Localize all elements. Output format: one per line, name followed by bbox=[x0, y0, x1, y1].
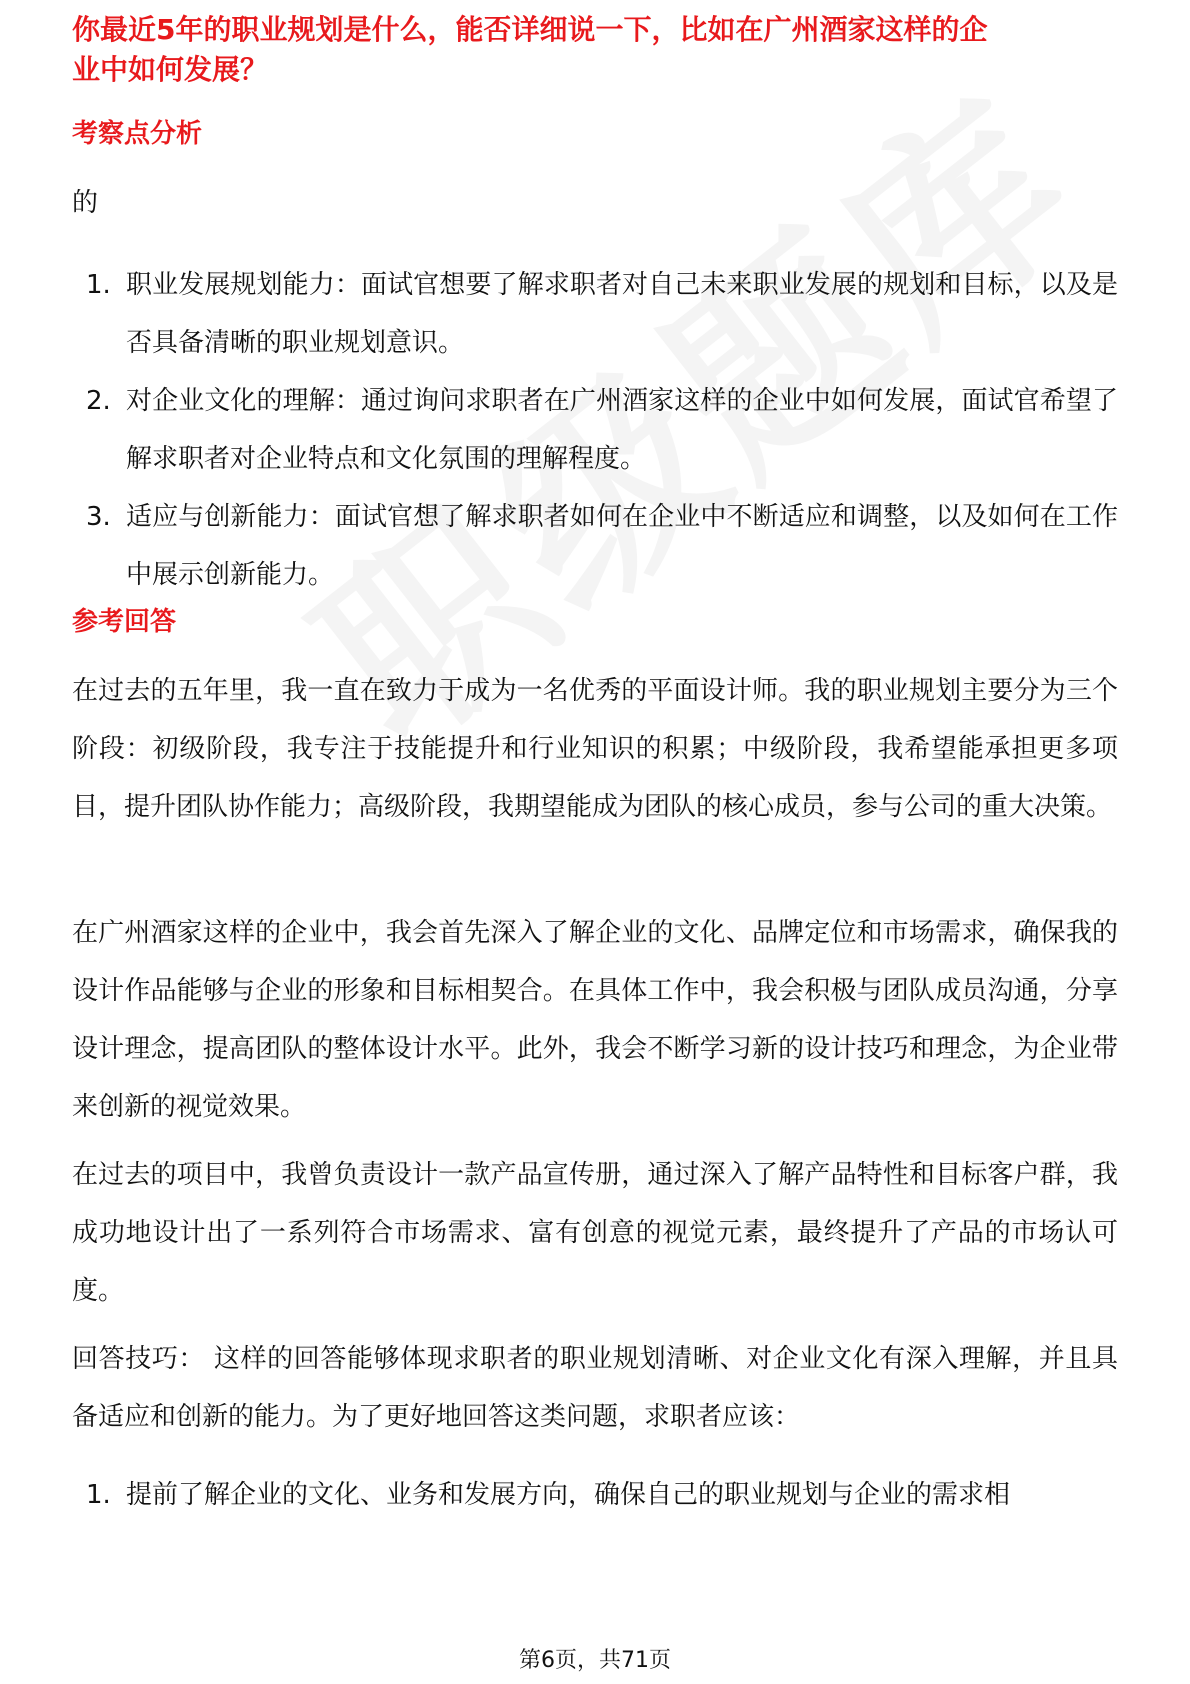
answer-paragraph: 在过去的项目中，我曾负责设计一款产品宣传册，通过深入了解产品特性和目标客户群，我成功地设计出了一系列符合市场需求、富有创意的视觉元素，最终提升了产品的市场认可度。 bbox=[72, 1160, 1118, 1306]
page-footer: 第6页，共71页 bbox=[519, 1648, 671, 1673]
tips-paragraph: 回答技巧： 这样的回答能够体现求职者的职业规划清晰、对企业文化有深入理解，并且具备适应和创新的能力。为了更好地回答这类问题，求职者应该： bbox=[72, 1344, 1118, 1432]
list-item: 1. 职业发展规划能力：面试官想要了解求职者对自己未来职业发展的规划和目标，以及是否具备清晰的职业规划意识。 bbox=[86, 270, 1118, 358]
tips-list bbox=[72, 1466, 1118, 1524]
answer-heading: 参考回答 bbox=[72, 607, 177, 637]
analysis-list bbox=[72, 256, 1118, 604]
list-item: 1. 提前了解企业的文化、业务和发展方向，确保自己的职业规划与企业的需求相 bbox=[86, 1480, 1011, 1510]
question-title bbox=[72, 13, 1118, 90]
answer-paragraph: 在广州酒家这样的企业中，我会首先深入了解企业的文化、品牌定位和市场需求，确保我的设计作品能够与企业的形象和目标相契合。在具体工作中，我会积极与团队成员沟通，分享设计理念，提高团队的整体设计水平。此外，我会不断学习新的设计技巧和理念，为企业带来创新的视觉效果。 bbox=[72, 918, 1118, 1122]
list-item: 3. 适应与创新能力：面试官想了解求职者如何在企业中不断适应和调整，以及如何在工作中展示创新能力。 bbox=[86, 502, 1118, 590]
question-title-line2: 业中如何发展？ bbox=[72, 53, 269, 86]
list-item: 2. 对企业文化的理解：通过询问求职者在广州酒家这样的企业中如何发展，面试官希望了解求职者对企业特点和文化氛围的理解程度。 bbox=[86, 386, 1118, 474]
analysis-intro: 的 bbox=[72, 188, 99, 218]
analysis-heading: 考察点分析 bbox=[72, 119, 203, 149]
answer-paragraph: 在过去的五年里，我一直在致力于成为一名优秀的平面设计师。我的职业规划主要分为三个阶段：初级阶段，我专注于技能提升和行业知识的积累；中级阶段，我希望能承担更多项目，提升团队协作能力；高级阶段，我期望能成为团队的核心成员，参与公司的重大决策。 bbox=[72, 676, 1118, 822]
question-title-line1: 你最近5年的职业规划是什么，能否详细说一下，比如在广州酒家这样的企 bbox=[72, 13, 988, 46]
